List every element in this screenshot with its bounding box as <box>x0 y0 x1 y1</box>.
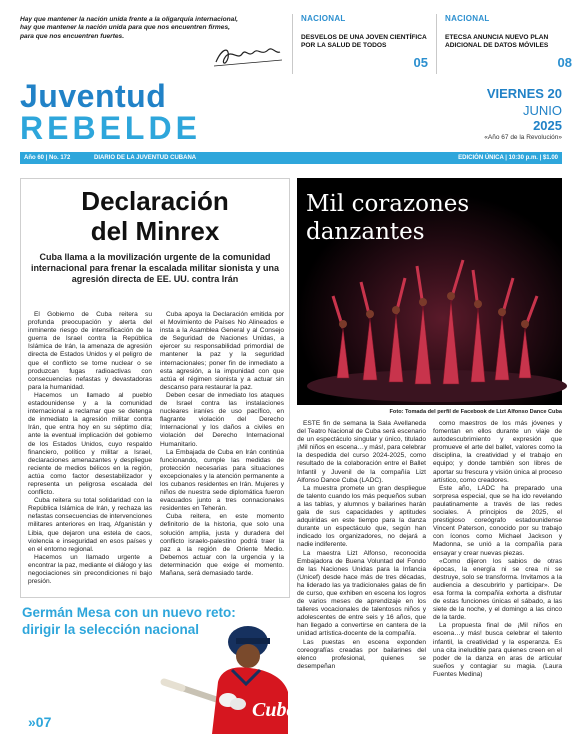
edition-info: EDICIÓN ÚNICA | 10:30 p.m. | $1.00 <box>458 155 558 161</box>
teaser-section: NACIONAL <box>301 14 346 23</box>
photo-credit: Foto: Tomada del perfil de Facebook de Lizt Alfonso Dance Cuba <box>389 409 562 415</box>
paragraph: Cuba apoya la Declaración emitida por el Movimiento de Países No Alineados e insta a la Asamblea General y al Consejo de Seguridad de Naciones Unidas, a ejercer su responsabilidad primordial de mantener la paz y la seguridad internacionales; poner fin de inmediato a esta agresión, a la impunidad con que actúa el régimen sionista y a actuar sin descanso para restaurar la paz. <box>160 311 284 391</box>
lead-column-1 <box>28 311 152 596</box>
lead-headline-line2: del Minrex <box>90 216 220 246</box>
fidel-quote: Hay que mantener la nación unida frente a la oligarquía internacional, hay que mantener la nación unida para que nos encuentren firmes, para que nos encuentren fuertes. <box>20 16 239 40</box>
teaser-headline: ETECSA ANUNCIA NUEVO PLAN ADICIONAL DE DATOS MÓVILES <box>445 34 549 50</box>
paragraph: Hacemos un llamado al pueblo estadounidense y a la comunidad internacional a reclamar que se detenga de inmediato la agresión militar contra Irán, que entra hoy en su séptimo día; ante la eventual implicación del gobierno de los Estados Unidos, cuyo respaldo financiero, político y militar a Israel, declaraciones amenazantes y despliegue reciente de medios bélicos en la región, actúa como factor desestabilizador y representa un peligrosa escalada del conflicto. <box>28 391 152 497</box>
sports-page[interactable]: »07 <box>28 714 52 730</box>
feature-column-1 <box>297 420 426 738</box>
paragraph: Hacemos un llamado urgente a encontrar la paz, mediante el diálogo y las negociaciones sin precondiciones ni bajo presión. <box>28 553 152 586</box>
feature-title[interactable]: Mil corazones danzantes <box>306 191 470 245</box>
masthead-juventud: Juventud <box>20 78 167 114</box>
teaser-page: 08 <box>557 55 572 70</box>
paper-subtitle: DIARIO DE LA JUVENTUD CUBANA <box>94 155 197 161</box>
feature-column-2 <box>433 420 562 738</box>
paragraph: La maestra Lizt Alfonso, reconocida Embajadora de Buena Voluntad del Fondo de las Naciones Unidas para la Infancia (Unicef) desde hace más de tres décadas, ha liderado las ya tradicionales galas de fin de curso, que exhiben en escena los logros de varios meses de aprendizaje en los talleres vocacionales de talentosos niños y adolescentes de entre seis y 16 años, que han llegado a convertirse en cantera de la unidad artística-docente de la compañía. <box>297 549 426 638</box>
paragraph: Deben cesar de inmediato los ataques de Israel contra las instalaciones nucleares iraníes de uso pacífico, en flagrante violación del Derecho Internacional y los daños a civiles en violación del Derecho Internacional Humanitario. <box>160 391 284 448</box>
date-month: JUNIO <box>523 103 562 118</box>
jersey-text: Cuba <box>252 699 297 721</box>
masthead-rebelde: REBELDE <box>20 110 201 146</box>
paragraph: La muestra promete un gran despliegue de talento cuando los más pequeños suban a las tablas, y alumnos y bailarines harán gala de sus capacidades y aptitudes adquiridas en este tiempo para la danza durante un espectáculo que, según han indicado los organizadores, no dejará a nadie indiferente. <box>297 484 426 549</box>
paragraph: ESTE fin de semana la Sala Avellaneda del Teatro Nacional de Cuba será escenario de un espectáculo singular y único, titulado ¡Mil niños en escena…y más!, para celebrar la despedida del curso 2024-2025, como resultado de la colaboración entre el Ballet Infantil y Juvenil de la compañía Lizt Alfonso Dance Cuba (LADC). <box>297 420 426 484</box>
teaser-page: 05 <box>413 55 428 70</box>
top-band <box>0 0 580 78</box>
paragraph: como maestros de los más jóvenes y fomentan en ellos durante un viaje de autodescubrimiento y expresión que promueve el arte del ballet, valores como la disciplina, la creatividad y el trabajo en equipo; y donde también son libres de aportar su frescura y visión única al proceso artístico, como creadores. <box>433 420 563 484</box>
signature-icon <box>212 40 284 70</box>
paragraph: La Embajada de Cuba en Irán continúa funcionando, cumple las medidas de protección necesarias para situaciones excepcionales y la atención permanente a los cubanos residentes en Irán. Mujeres y niños de nuestra sede diplomática fueron evacuados junto a tres connacionales residentes en Teherán. <box>160 448 284 513</box>
baseball-player-illustration <box>160 612 297 734</box>
lead-column-2 <box>160 311 284 596</box>
teaser-section: NACIONAL <box>445 14 490 23</box>
lead-headline-line1: Declaración <box>81 186 229 216</box>
lead-headline[interactable] <box>20 186 290 246</box>
teaser-science[interactable] <box>292 14 432 74</box>
paragraph: «Como dijeron los sabios de otras épocas, la energía ni se crea ni se destruye, solo se transforma. Invitamos a la audiencia a descubrirlo y participar». De esa forma la compañía exhorta a disfrutar de estas funciones únicas el sábado, a las siete de la noche, y el domingo a las cinco de la tarde. <box>433 557 562 622</box>
issue-number: Año 60 | No. 172 <box>24 155 71 161</box>
date-weekday: VIERNES 20 <box>486 86 562 101</box>
paragraph: El Gobierno de Cuba reitera su profunda preocupación y alerta del inminente riesgo de intensificación de la guerra de Israel contra la República Islámica de Irán, la amenaza de agresión directa de Estados Unidos y el peligro de que el conflicto se torne nuclear o se produzcan fugas radioactivas con consecuencias nefastas y devastadoras para la humanidad. <box>28 311 152 391</box>
paragraph: La propuesta final de ¡Mil niños en escena…y más! busca celebrar el talento infantil, la creatividad y la esperanza. Es una cita ineludible para quienes creen en el poder de la danza en aras de articular sueños y contagiar su magia. (Laura Fuentes Medina) <box>433 622 562 678</box>
lead-deck: Cuba llama a la movilización urgente de la comunidad internacional para frenar la escalada militar sionista y una agresión directa de EE. UU. contra Irán <box>30 252 280 284</box>
paragraph: Este año, LADC ha preparado una sorpresa especial, que se ha ido revelando paulatinamente a través de las redes sociales. A principios de 2025, el prestigioso coreógrafo estadounidense Vincent Paterson, conocido por su trabajo con íconos como Michael Jackson y Madonna, se unió a la compañía para ensayar y crear nuevas piezas. <box>433 484 562 557</box>
issue-date <box>484 86 562 141</box>
date-note: «Año 67 de la Revolución» <box>484 134 562 141</box>
paragraph: Cuba reitera, en este momento definitorio de la historia, que solo una solución amplia, justa y duradera del conflicto israelo-palestino podrá traer la paz a la región de Oriente Medio. Debemos actuar con la urgencia y la determinación que exige el momento. Mañana, será demasiado tarde. <box>160 513 284 577</box>
sports-headline[interactable]: Germán Mesa con un nuevo reto: dirigir la selección nacional <box>22 605 236 637</box>
paragraph: Las puestas en escena exponden coreografías creadas por bailarines del elenco profesional, quienes se desempeñan <box>297 638 426 670</box>
issue-band <box>20 152 562 164</box>
date-year: 2025 <box>533 118 562 133</box>
paragraph: Cuba reitera su total solidaridad con la República Islámica de Irán, y rechaza las nefastas consecuencias de intervenciones militares anteriores en Iraq, Afganistán y Libia, que dejaron una estela de caos, violencia e inseguridad en esos países y en el entorno regional. <box>28 497 152 553</box>
teaser-headline: DESVELOS DE UNA JOVEN CIENTÍFICA POR LA SALUD DE TODOS <box>301 34 427 50</box>
teaser-etecsa[interactable] <box>436 14 576 74</box>
